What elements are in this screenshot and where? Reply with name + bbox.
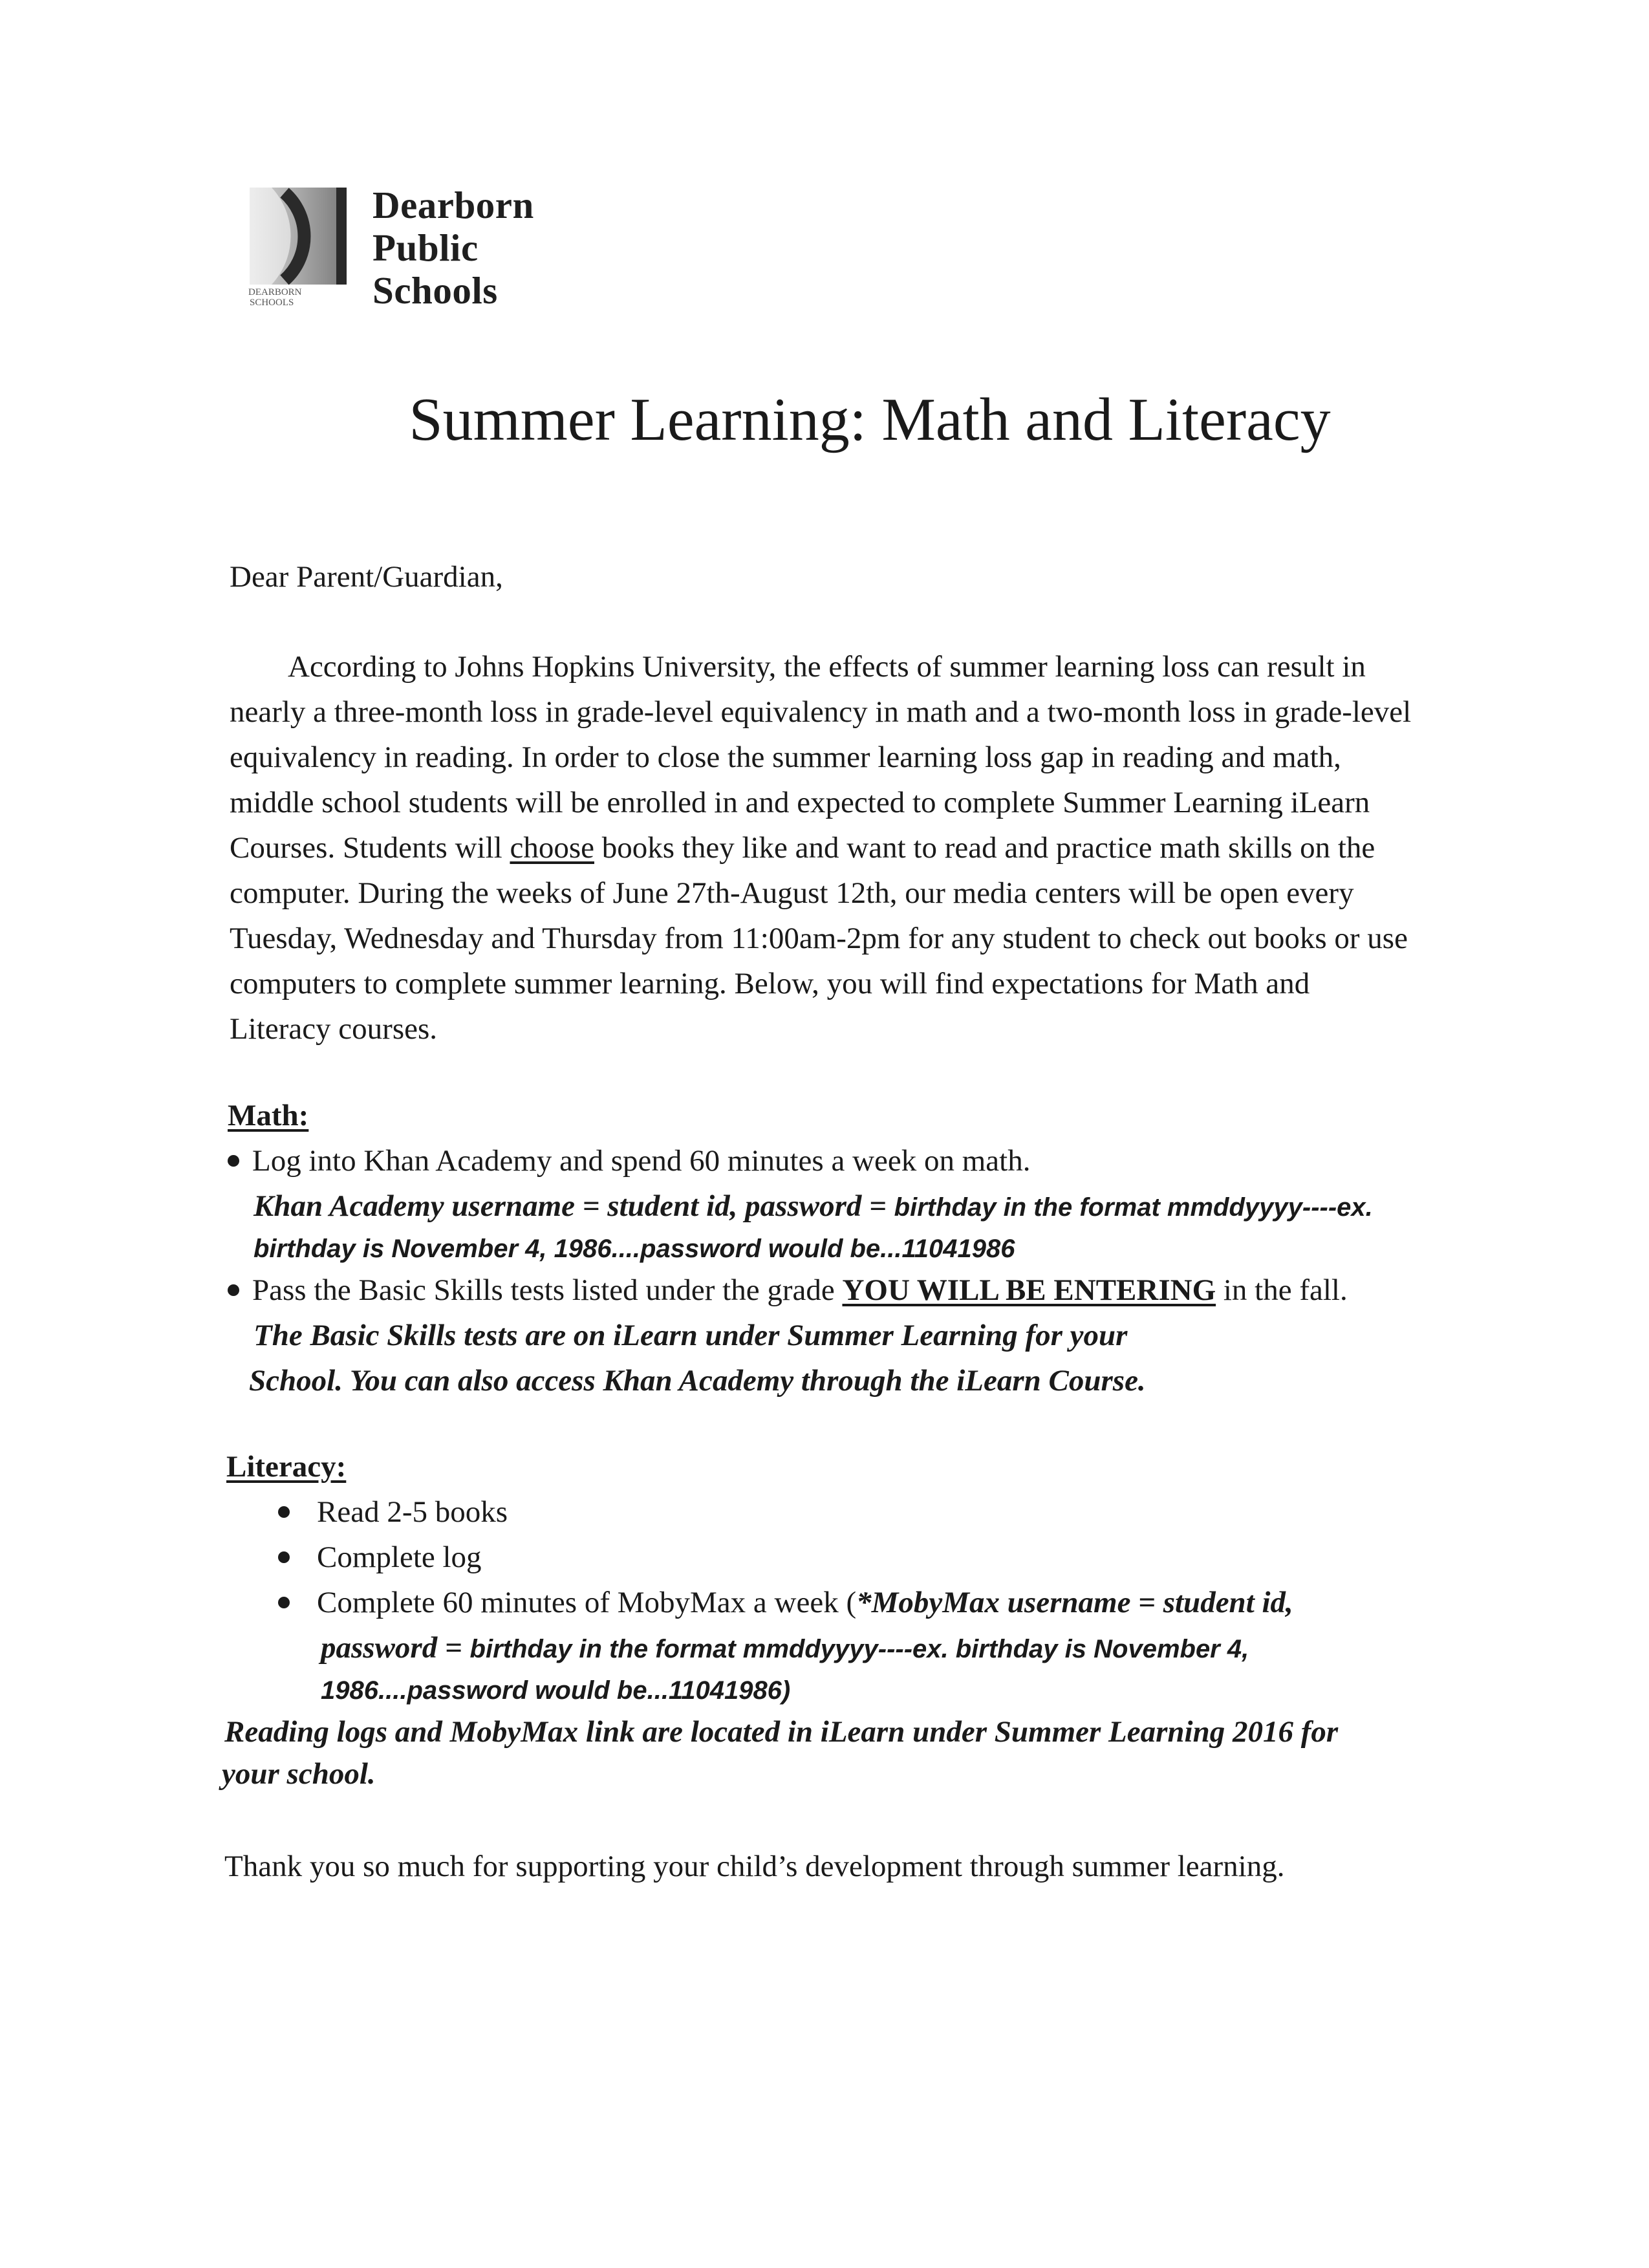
choose-emphasis: choose <box>510 831 594 865</box>
literacy-heading: Literacy: <box>226 1450 347 1484</box>
literacy-note-line: your school. <box>222 1757 376 1791</box>
literacy-item <box>278 1494 508 1530</box>
logo-text-line3: Schools <box>372 269 498 312</box>
intro-line: nearly a three-month loss in grade-level equivalency in math and a two-month loss in grade-level <box>230 695 1412 729</box>
bullet-icon <box>278 1597 290 1608</box>
salutation: Dear Parent/Guardian, <box>230 560 503 594</box>
intro-text: Courses. Students will <box>230 831 510 865</box>
note-sans: birthday in the format mmddyyyy----ex. birthday is November 4, <box>469 1635 1249 1663</box>
math-bullet-text: Pass the Basic Skills tests listed under the grade <box>252 1273 843 1307</box>
note-sans: birthday in the format mmddyyyy----ex. <box>894 1193 1373 1222</box>
bullet-icon <box>228 1155 239 1167</box>
logo-text-line1: Dearborn <box>372 184 534 226</box>
intro-line: Literacy courses. <box>230 1012 438 1046</box>
literacy-note-line <box>321 1630 1249 1666</box>
svg-text:SCHOOLS: SCHOOLS <box>250 297 294 308</box>
math-bullet-2 <box>228 1272 1348 1308</box>
literacy-item-text: Complete 60 minutes of MobyMax a week ( <box>317 1586 857 1619</box>
intro-line: According to Johns Hopkins University, the effects of summer learning loss can result in <box>288 650 1366 684</box>
closing-line: Thank you so much for supporting your child’s development through summer learning. <box>224 1850 1285 1883</box>
math-heading: Math: <box>228 1099 309 1132</box>
literacy-item-text: Complete log <box>317 1540 482 1574</box>
math-note-line: The Basic Skills tests are on iLearn under Summer Learning for your <box>253 1319 1128 1352</box>
math-note-line: School. You can also access Khan Academy through the iLearn Course. <box>249 1364 1146 1398</box>
entering-emphasis: YOU WILL BE ENTERING <box>842 1273 1216 1307</box>
intro-line: computer. During the weeks of June 27th-August 12th, our media centers will be open every <box>230 876 1354 910</box>
note-italic: password = <box>321 1631 470 1665</box>
page-title: Summer Learning: Math and Literacy <box>409 386 1331 453</box>
math-bullet-text: in the fall. <box>1216 1273 1348 1307</box>
literacy-item <box>278 1539 482 1575</box>
intro-line: Tuesday, Wednesday and Thursday from 11:00am-2pm for any student to check out books or use <box>230 922 1408 955</box>
literacy-item <box>278 1584 1293 1621</box>
logo-text-line2: Public <box>372 226 479 269</box>
intro-line: computers to complete summer learning. Below, you will find expectations for Math and <box>230 967 1310 1000</box>
intro-line: middle school students will be enrolled in and expected to complete Summer Learning iLearn <box>230 786 1370 819</box>
literacy-note-line: 1986....password would be...11041986) <box>321 1676 791 1705</box>
bullet-icon <box>278 1551 290 1563</box>
intro-line <box>230 830 1375 866</box>
bullet-icon <box>278 1506 290 1518</box>
note-italic: Khan Academy username = student id, password = <box>253 1189 894 1223</box>
note-italic: *MobyMax username = student id, <box>856 1586 1293 1619</box>
intro-line: equivalency in reading. In order to close the summer learning loss gap in reading and math, <box>230 740 1341 774</box>
math-note-line <box>253 1188 1373 1224</box>
math-note-line: birthday is November 4, 1986....password would be...11041986 <box>253 1235 1015 1263</box>
school-logo <box>246 186 582 316</box>
intro-text: books they like and want to read and practice math skills on the <box>594 831 1375 865</box>
dearborn-emblem-icon <box>246 186 349 309</box>
literacy-item-text: Read 2-5 books <box>317 1495 508 1529</box>
svg-text:DEARBORN: DEARBORN <box>248 287 302 297</box>
math-bullet-1 <box>228 1143 1030 1179</box>
literacy-note-line: Reading logs and MobyMax link are located in iLearn under Summer Learning 2016 for <box>224 1715 1339 1749</box>
math-bullet-text: Log into Khan Academy and spend 60 minutes a week on math. <box>252 1144 1031 1178</box>
bullet-icon <box>228 1284 239 1296</box>
